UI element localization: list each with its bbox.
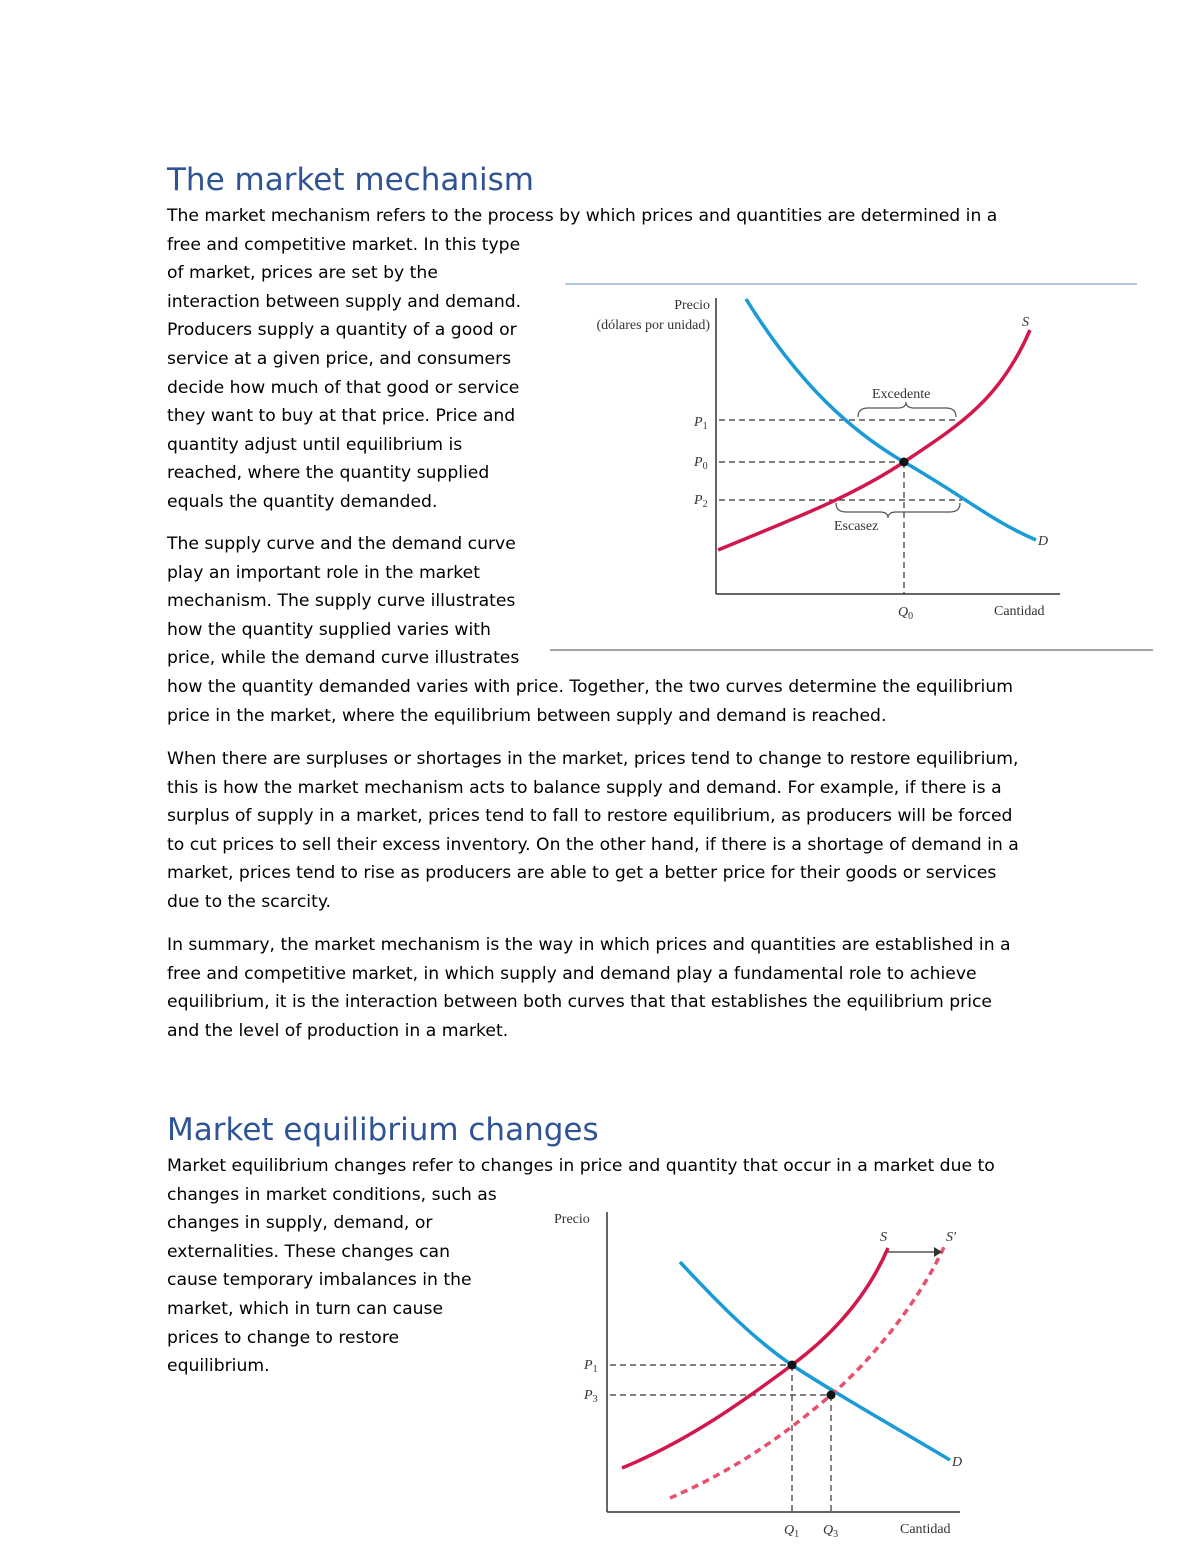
text-line: play an important role in the market: [167, 562, 480, 583]
text-line: and the level of production in a market.: [167, 1020, 509, 1041]
text-line: due to the scarcity.: [167, 891, 332, 912]
text-line: how the quantity demanded varies with price. Together, the two curves determine the equilibrium: [167, 676, 1013, 697]
text-line: equilibrium.: [167, 1356, 270, 1377]
section-heading-equilibrium-changes: Market equilibrium changes: [167, 1112, 599, 1148]
text-line: how the quantity supplied varies with: [167, 619, 491, 640]
equilibrium-point-2: [827, 1391, 836, 1400]
text-line: In summary, the market mechanism is the way in which prices and quantities are established in a: [167, 935, 1011, 955]
text-line: price in the market, where the equilibrium between supply and demand is reached.: [167, 705, 887, 726]
y-axis-label-line1: Precio: [674, 298, 710, 313]
q1-tick-label: $Q_1$: [784, 1523, 800, 1540]
text-line: quantity adjust until equilibrium is: [167, 434, 463, 455]
paragraph-summary: [167, 931, 1011, 1045]
paragraph-surpluses-shortages: [167, 745, 1019, 917]
text-line: The supply curve and the demand curve: [167, 534, 516, 554]
text-line: market, prices tend to rise as producers are able to get a better price for their goods or services: [167, 863, 997, 884]
text-line: equals the quantity demanded.: [167, 491, 438, 512]
supply-label: S: [880, 1230, 887, 1245]
text-line: free and competitive market, in which supply and demand play a fundamental role to achieve: [167, 963, 977, 984]
text-line: externalities. These changes can: [167, 1241, 450, 1262]
paragraph-supply-demand-curves: [167, 530, 1013, 730]
x-axis-label: Cantidad: [900, 1522, 951, 1537]
text-line: reached, where the quantity supplied: [167, 463, 490, 484]
p3-tick-label: $P_3$: [584, 1388, 598, 1405]
demand-label: D: [1038, 534, 1049, 549]
supply-label: S: [1022, 315, 1029, 330]
text-line: this is how the market mechanism acts to balance supply and demand. For example, if there is a: [167, 777, 1002, 798]
text-line: changes in market conditions, such as: [167, 1184, 497, 1205]
q0-tick-label: $Q_0$: [898, 605, 914, 622]
paragraph-equilibrium-changes: [167, 1152, 995, 1381]
text-line: prices to change to restore: [167, 1327, 400, 1348]
text-line: cause temporary imbalances in the: [167, 1270, 472, 1291]
demand-label: D: [952, 1455, 963, 1470]
x-axis-label: Cantidad: [994, 604, 1045, 619]
text-line: Market equilibrium changes refer to changes in price and quantity that occur in a market due to: [167, 1156, 995, 1176]
text-line: market, which in turn can cause: [167, 1298, 444, 1319]
y-axis-label: Precio: [554, 1212, 590, 1227]
p1-tick-label: $P_1$: [584, 1358, 598, 1375]
section-heading-market-mechanism: The market mechanism: [167, 162, 534, 198]
text-line: mechanism. The supply curve illustrates: [167, 591, 516, 612]
q3-tick-label: $Q_3$: [823, 1523, 839, 1540]
paragraph-market-mechanism-intro: [167, 202, 997, 517]
text-line: of market, prices are set by the: [167, 263, 438, 284]
supply-prime-label: S′: [946, 1230, 957, 1245]
text-line: decide how much of that good or service: [167, 377, 520, 398]
shortage-label: Escasez: [834, 519, 879, 534]
text-line: surplus of supply in a market, prices tend to fall to restore equilibrium, as producers will be forced: [167, 806, 1013, 827]
text-line: When there are surpluses or shortages in the market, prices tend to change to restore equilibrium,: [167, 749, 1019, 769]
text-line: equilibrium, it is the interaction between both curves that that establishes the equilibrium price: [167, 992, 992, 1013]
surplus-label: Excedente: [872, 387, 931, 402]
text-line: interaction between supply and demand.: [167, 291, 522, 312]
text-line: Producers supply a quantity of a good or: [167, 320, 517, 341]
text-line: The market mechanism refers to the process by which prices and quantities are determined in a: [167, 206, 998, 226]
p2-tick-label: $P_2$: [694, 493, 708, 510]
y-axis-label-line2: (dólares por unidad): [596, 318, 710, 333]
p0-tick-label: $P_0$: [694, 455, 708, 472]
p1-tick-label: $P_1$: [694, 415, 708, 432]
text-line: they want to buy at that price. Price and: [167, 406, 516, 427]
text-line: to cut prices to sell their excess inventory. On the other hand, if there is a shortage of demand in a: [167, 834, 1019, 855]
text-line: free and competitive market. In this type: [167, 234, 521, 255]
text-line: price, while the demand curve illustrates: [167, 648, 520, 669]
text-line: service at a given price, and consumers: [167, 348, 512, 369]
text-line: changes in supply, demand, or: [167, 1213, 433, 1234]
